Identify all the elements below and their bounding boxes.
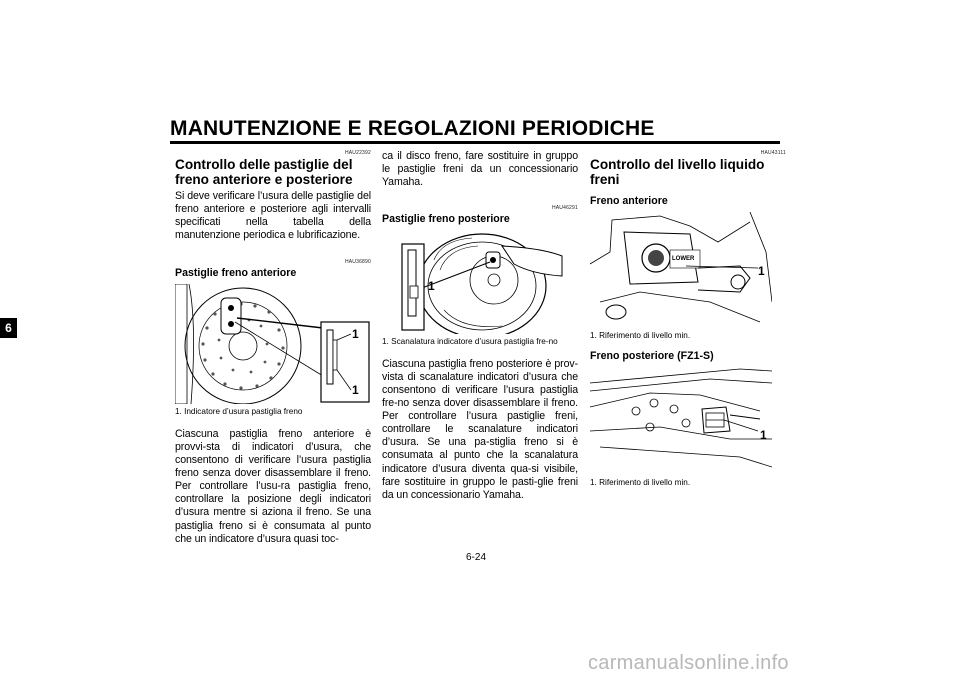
rear-pads-paragraph: Ciascuna pastiglia freno posteriore è prov-vista di scanalature indicatori d’usura che consentono di verificare l’usura pastiglia fre-no senza dover disassemblare il freno. Per controllare l’usura pastiglie freni, controllare le scanalature indicatori d’usura. Se una pa-stiglia freno si è consumata al punto che la scanalatura indicatore d’usura diventa qua-si visibile, fare sostituire in gruppo le pasti-glie freni da un concessionario Yamaha. [382,357,578,501]
title-rule [170,141,780,144]
front-brake-pad-figure [175,284,371,404]
figure-label: 1 [758,264,765,278]
column-1 [175,150,371,546]
column-3 [590,150,786,488]
section-heading: Controllo del livello liquido freni [590,157,765,187]
section-code: HAU46291 [551,205,578,212]
subheading-front-pads: Pastiglie freno anteriore [175,267,297,280]
subheading-rear-pads: Pastiglie freno posteriore [382,213,510,226]
subheading-rear-brake: Freno posteriore (FZ1-S) [590,349,714,362]
rear-brake-fluid-figure [590,367,772,475]
figure-label: 1 [428,279,435,294]
subheading-front-brake: Freno anteriore [590,195,668,207]
chapter-tab: 6 [0,318,17,338]
figure-caption: 1. Indicatore d’usura pastiglia freno [175,407,303,417]
front-pads-paragraph: Ciascuna pastiglia freno anteriore è provvi-sta di indicatori d’usura, che consentono di verificare l’usura pastiglia freno senza dover disassemblare il freno. Per controllare l’usu-ra pastiglia freno, controllare la posizione degli indicatori d’usura mentre si aziona il freno. Se una pastiglia freno si è consumata al punto che un indicatore d’usura quasi toc- [175,427,371,545]
section-heading: Controllo delle pastiglie del freno anteriore e posteriore [175,157,353,187]
continued-paragraph: ca il disco freno, fare sostituire in gruppo le pastiglie freni da un concessionario Yamaha. [382,150,578,189]
lower-mark: LOWER [672,256,695,262]
rear-brake-pad-figure [382,230,578,334]
section-code: HAU43111 [760,150,786,156]
section-code: HAU22392 [344,150,371,156]
figure-label: 1 [352,383,359,398]
figure-label: 1 [760,427,767,442]
section-code: HAU36890 [344,259,371,266]
figure-caption: 1. Riferimento di livello min. [590,331,691,340]
front-brake-fluid-figure [590,212,772,328]
intro-paragraph: Si deve verificare l’usura delle pastiglie del freno anteriore e posteriore agli intervalli specificati nella tabella della manutenzione periodica e lubrificazione. [175,190,371,242]
column-2 [382,150,578,502]
page-number: 6-24 [466,552,487,563]
page-title: MANUTENZIONE E REGOLAZIONI PERIODICHE [170,117,655,140]
watermark: carmanualsonline.info [588,652,789,674]
figure-caption: 1. Scanalatura indicatore d’usura pastiglia fre-no [382,337,558,347]
figure-caption: 1. Riferimento di livello min. [590,477,691,487]
figure-label: 1 [352,327,359,342]
